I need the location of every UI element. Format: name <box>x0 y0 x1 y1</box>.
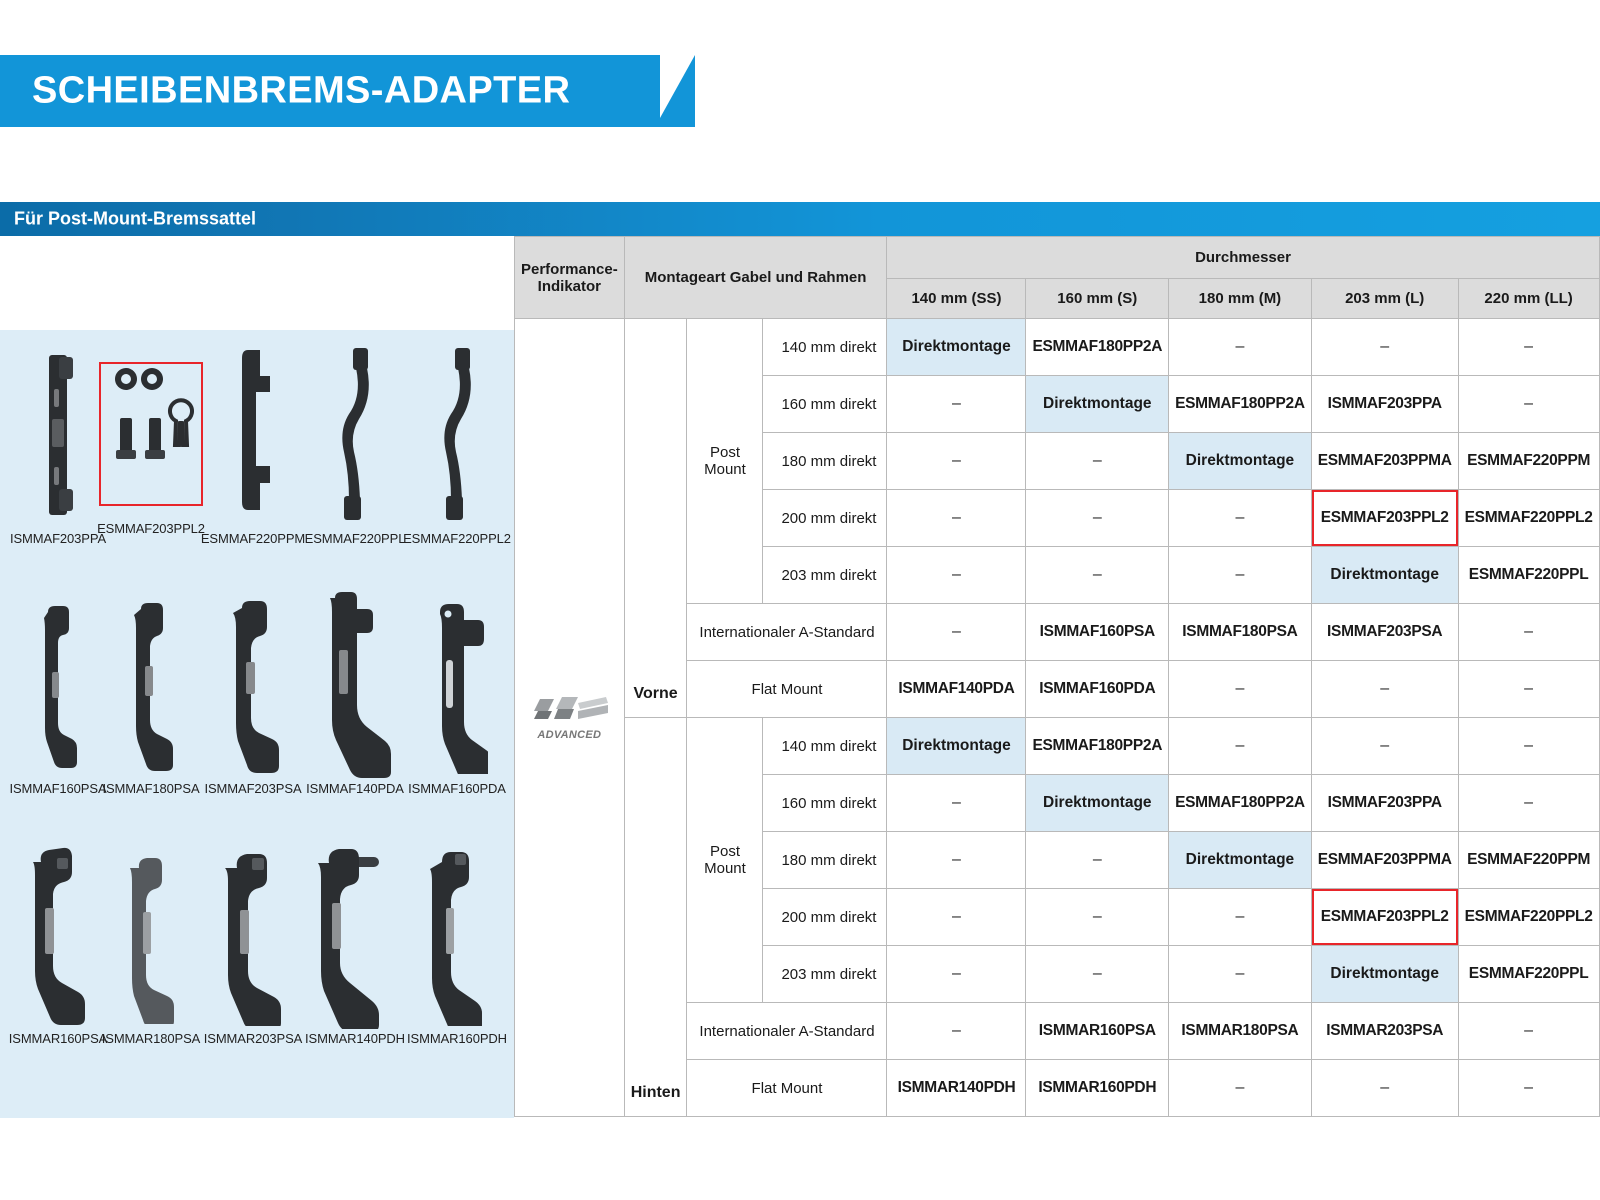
product-figure-flat-bar <box>8 338 108 534</box>
rear-bracket-e-icon <box>426 846 488 1026</box>
cell-rear-203-d160: – <box>1026 946 1169 1003</box>
product-item-ismmar203psa <box>203 834 303 1082</box>
hardware-kit-icon <box>108 366 194 470</box>
product-item-ismmaf160pda <box>407 584 507 832</box>
cell-rear-flat-d140: ISMMAR140PDH <box>887 1060 1026 1117</box>
group-label-rear: Hinten <box>624 718 687 1117</box>
cell-front-ia-d203: ISMMAF203PSA <box>1311 604 1458 661</box>
cell-rear-flat-d220: – <box>1458 1060 1599 1117</box>
cell-rear-160-d160: Direktmontage <box>1026 775 1169 832</box>
cell-front-flat-d220: – <box>1458 661 1599 718</box>
product-figure-bracket-tall <box>305 588 405 784</box>
header-diameter-140: 140 mm (SS) <box>887 279 1026 319</box>
cell-rear-203-d220: ESMMAF220PPL <box>1458 946 1599 1003</box>
row-front-140 <box>515 319 1600 376</box>
cell-rear-180-d203: ESMMAF203PPMA <box>1311 832 1458 889</box>
product-figure-bracket-med <box>101 588 201 784</box>
cell-rear-140-d220: – <box>1458 718 1599 775</box>
product-label: ISMMAF180PSA <box>102 781 200 796</box>
cell-front-200-d180: – <box>1169 490 1312 547</box>
cell-rear-140-d203: – <box>1311 718 1458 775</box>
cell-rear-200-d140: – <box>887 889 1026 946</box>
page-title: SCHEIBENBREMS-ADAPTER <box>32 69 571 112</box>
bracket-l-icon <box>224 598 282 774</box>
cell-rear-200-d203-highlighted: ESMMAF203PPL2 <box>1311 889 1458 946</box>
performance-indicator-cell <box>515 319 625 1117</box>
cell-front-ia-d160: ISMMAF160PSA <box>1026 604 1169 661</box>
section-header-bar <box>0 202 1600 236</box>
rear-bracket-a-icon <box>27 846 89 1026</box>
product-label: ISMMAF203PSA <box>204 781 302 796</box>
product-label: ESMMAF203PPL2 <box>97 521 205 536</box>
row-label-front-160: 160 mm direkt <box>763 376 887 433</box>
product-label: ESMMAF220PPL2 <box>403 531 511 546</box>
cell-front-ia-d140: – <box>887 604 1026 661</box>
product-label: ISMMAR180PSA <box>101 1031 201 1046</box>
product-row-3 <box>0 834 514 1084</box>
cell-rear-ia-d203: ISMMAR203PSA <box>1311 1003 1458 1060</box>
group-label-front: Vorne <box>624 319 687 718</box>
cell-front-180-d160: – <box>1026 433 1169 490</box>
subgroup-label-post-mount-rear: Post Mount <box>687 718 763 1003</box>
cell-front-203-d180: – <box>1169 547 1312 604</box>
table-header <box>515 237 1600 319</box>
product-figure-rear-bracket-c <box>203 838 303 1034</box>
cell-front-203-d140: – <box>887 547 1026 604</box>
cell-rear-flat-d203: – <box>1311 1060 1458 1117</box>
cell-front-200-d140: – <box>887 490 1026 547</box>
product-item-ismmaf140pda <box>305 584 405 832</box>
product-item-esmmaf203ppl2 <box>97 364 205 536</box>
section-header-label: Für Post-Mount-Bremssattel <box>14 208 257 229</box>
cell-rear-203-d140: – <box>887 946 1026 1003</box>
product-item-ismmaf180psa <box>101 584 201 832</box>
bracket-med-icon <box>125 600 177 772</box>
s-curve-icon <box>437 346 477 526</box>
cell-front-flat-d160: ISMMAF160PDA <box>1026 661 1169 718</box>
adapter-compatibility-table <box>514 236 1600 1117</box>
row-label-front-200: 200 mm direkt <box>763 490 887 547</box>
cell-front-ia-d180: ISMMAF180PSA <box>1169 604 1312 661</box>
cell-rear-160-d140: – <box>887 775 1026 832</box>
header-diameter-203: 203 mm (L) <box>1311 279 1458 319</box>
product-figure-tall-bracket <box>203 338 303 534</box>
cell-rear-203-d203: Direktmontage <box>1311 946 1458 1003</box>
header-diameter: Durchmesser <box>887 237 1599 279</box>
cell-rear-200-d220: ESMMAF220PPL2 <box>1458 889 1599 946</box>
header-diameter-180: 180 mm (M) <box>1169 279 1312 319</box>
cell-front-140-d203: – <box>1311 319 1458 376</box>
cell-rear-180-d140: – <box>887 832 1026 889</box>
cell-rear-160-d220: – <box>1458 775 1599 832</box>
product-item-ismmar180psa <box>101 834 201 1082</box>
product-figure-bracket-small <box>8 588 108 784</box>
cell-rear-200-d180: – <box>1169 889 1312 946</box>
cell-rear-140-d160: ESMMAF180PP2A <box>1026 718 1169 775</box>
cell-front-160-d140: – <box>887 376 1026 433</box>
cell-rear-flat-d160: ISMMAR160PDH <box>1026 1060 1169 1117</box>
cell-front-160-d220: – <box>1458 376 1599 433</box>
row-label-front-203: 203 mm direkt <box>763 547 887 604</box>
product-figure-hardware-kit <box>101 364 201 472</box>
product-figure-bracket-l <box>203 588 303 784</box>
product-label: ISMMAR160PDH <box>407 1031 507 1046</box>
advanced-logo <box>528 695 610 741</box>
product-figure-rear-bracket-b <box>101 838 201 1034</box>
cell-front-flat-d203: – <box>1311 661 1458 718</box>
cell-front-203-d203: Direktmontage <box>1311 547 1458 604</box>
product-figure-rear-bracket-a <box>8 838 108 1034</box>
cell-front-160-d160: Direktmontage <box>1026 376 1169 433</box>
table-header-row-1 <box>515 237 1600 279</box>
flat-bar-icon <box>35 349 81 524</box>
product-figure-s-curve <box>305 338 405 534</box>
rear-bracket-b-icon <box>123 848 179 1024</box>
cell-front-140-d180: – <box>1169 319 1312 376</box>
cell-front-160-d180: ESMMAF180PP2A <box>1169 376 1312 433</box>
page-title-banner <box>0 55 700 127</box>
subgroup-label-post-mount-front: Post Mount <box>687 319 763 604</box>
product-label: ISMMAF160PSA <box>9 781 107 796</box>
product-label: ISMMAR160PSA <box>8 1031 108 1046</box>
product-item-esmmaf220ppm <box>200 334 306 582</box>
cell-front-140-d140: Direktmontage <box>887 319 1026 376</box>
product-image-panel <box>0 330 514 1118</box>
product-figure-bracket-slot <box>407 588 507 784</box>
product-label: ISMMAF140PDA <box>306 781 404 796</box>
header-diameter-220: 220 mm (LL) <box>1458 279 1599 319</box>
bracket-slot-icon <box>426 598 488 774</box>
advanced-chevron-icon <box>528 695 610 729</box>
cell-front-180-d140: – <box>887 433 1026 490</box>
row-label-rear-160: 160 mm direkt <box>763 775 887 832</box>
advanced-logo-text: ADVANCED <box>537 728 602 741</box>
header-diameter-160: 160 mm (S) <box>1026 279 1169 319</box>
row-label-rear-180: 180 mm direkt <box>763 832 887 889</box>
product-item-ismmar140pdh <box>305 834 405 1082</box>
cell-rear-203-d180: – <box>1169 946 1312 1003</box>
bracket-tall-icon <box>319 590 391 782</box>
cell-front-ia-d220: – <box>1458 604 1599 661</box>
product-item-ismmaf160psa <box>8 584 108 832</box>
row-label-front-ia-standard: Internationaler A-Standard <box>687 604 887 661</box>
cell-front-180-d203: ESMMAF203PPMA <box>1311 433 1458 490</box>
cell-front-180-d180: Direktmontage <box>1169 433 1312 490</box>
product-row-1 <box>0 334 514 584</box>
cell-rear-160-d203: ISMMAF203PPA <box>1311 775 1458 832</box>
rear-bracket-d-icon <box>317 843 393 1029</box>
cell-front-140-d160: ESMMAF180PP2A <box>1026 319 1169 376</box>
title-banner-slant <box>655 55 695 127</box>
s-curve-icon <box>335 346 375 526</box>
header-performance-indicator: Performance-Indikator <box>515 237 625 319</box>
cell-front-200-d220: ESMMAF220PPL2 <box>1458 490 1599 547</box>
product-item-esmmaf220ppl2 <box>403 334 511 582</box>
cell-front-140-d220: – <box>1458 319 1599 376</box>
tall-bracket-icon <box>230 346 276 526</box>
product-item-ismmar160psa <box>8 834 108 1082</box>
cell-rear-140-d180: – <box>1169 718 1312 775</box>
row-label-rear-ia-standard: Internationaler A-Standard <box>687 1003 887 1060</box>
row-label-rear-200: 200 mm direkt <box>763 889 887 946</box>
header-mount-type: Montageart Gabel und Rahmen <box>624 237 887 319</box>
table-body <box>515 319 1600 1117</box>
cell-front-flat-d140: ISMMAF140PDA <box>887 661 1026 718</box>
cell-rear-ia-d220: – <box>1458 1003 1599 1060</box>
product-figure-s-curve-2 <box>407 338 507 534</box>
row-label-rear-203: 203 mm direkt <box>763 946 887 1003</box>
row-label-front-180: 180 mm direkt <box>763 433 887 490</box>
product-label: ISMMAF203PPA <box>9 531 107 546</box>
cell-front-flat-d180: – <box>1169 661 1312 718</box>
product-label: ISMMAR140PDH <box>305 1031 405 1046</box>
rear-bracket-c-icon <box>221 846 285 1026</box>
cell-front-200-d160: – <box>1026 490 1169 547</box>
product-label: ESMMAF220PPL <box>304 531 406 546</box>
cell-rear-200-d160: – <box>1026 889 1169 946</box>
product-item-ismmaf203psa <box>203 584 303 832</box>
cell-front-160-d203: ISMMAF203PPA <box>1311 376 1458 433</box>
cell-front-200-d203-highlighted: ESMMAF203PPL2 <box>1311 490 1458 547</box>
cell-rear-140-d140: Direktmontage <box>887 718 1026 775</box>
cell-rear-flat-d180: – <box>1169 1060 1312 1117</box>
cell-rear-ia-d180: ISMMAR180PSA <box>1169 1003 1312 1060</box>
row-label-rear-140: 140 mm direkt <box>763 718 887 775</box>
product-label: ISMMAF160PDA <box>408 781 506 796</box>
row-rear-140 <box>515 718 1600 775</box>
bracket-small-icon <box>34 602 82 770</box>
cell-rear-180-d220: ESMMAF220PPM <box>1458 832 1599 889</box>
cell-front-203-d160: – <box>1026 547 1169 604</box>
product-label: ISMMAR203PSA <box>203 1031 303 1046</box>
product-row-2 <box>0 584 514 834</box>
cell-rear-180-d180: Direktmontage <box>1169 832 1312 889</box>
cell-rear-ia-d160: ISMMAR160PSA <box>1026 1003 1169 1060</box>
product-item-ismmaf203ppa <box>8 334 108 582</box>
cell-front-180-d220: ESMMAF220PPM <box>1458 433 1599 490</box>
product-item-ismmar160pdh <box>407 834 507 1082</box>
row-label-front-140: 140 mm direkt <box>763 319 887 376</box>
cell-rear-160-d180: ESMMAF180PP2A <box>1169 775 1312 832</box>
cell-front-203-d220: ESMMAF220PPL <box>1458 547 1599 604</box>
product-item-esmmaf220ppl <box>305 334 405 582</box>
cell-rear-180-d160: – <box>1026 832 1169 889</box>
cell-rear-ia-d140: – <box>887 1003 1026 1060</box>
row-label-rear-flat-mount: Flat Mount <box>687 1060 887 1117</box>
product-figure-rear-bracket-d <box>305 838 405 1034</box>
product-label: ESMMAF220PPM <box>200 531 306 546</box>
row-label-front-flat-mount: Flat Mount <box>687 661 887 718</box>
product-figure-rear-bracket-e <box>407 838 507 1034</box>
